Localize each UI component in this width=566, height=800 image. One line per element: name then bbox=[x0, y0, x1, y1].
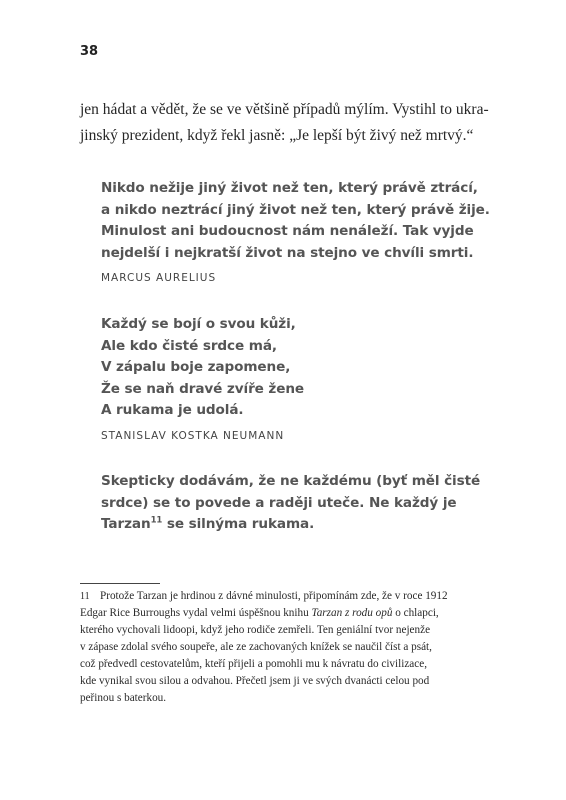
quote-line: Ale kdo čisté srdce má, bbox=[101, 337, 277, 354]
footnote bbox=[80, 588, 480, 707]
page-number: 38 bbox=[80, 44, 99, 59]
quote-marcus-aurelius bbox=[101, 178, 490, 264]
comment-line: srdce) se to povede a raději uteče. Ne každý je bbox=[101, 494, 457, 511]
footnote-line: kde vynikal svou silou a odvahou. Přečetl jsem ji ve svých dvanácti celou pod bbox=[80, 675, 430, 687]
quote-line: a nikdo neztrácí jiný život než ten, který právě žije. bbox=[101, 201, 490, 218]
comment-text: Tarzan bbox=[101, 516, 151, 532]
quote-neumann bbox=[101, 314, 481, 422]
comment-line bbox=[101, 514, 481, 536]
quote-author-marcus-aurelius: MARCUS AURELIUS bbox=[101, 272, 217, 284]
footnote-text: Protože Tarzan je hrdinou z dávné minulosti, připomínám zde, že v roce 1912 bbox=[100, 590, 448, 602]
footnote-reference: 11 bbox=[150, 515, 163, 526]
footnote-line: peřinou s baterkou. bbox=[80, 692, 167, 704]
footnote-line: což předvedl cestovatelům, kteří přijeli a pomohli mu k návratu do civilizace, bbox=[80, 658, 428, 670]
paragraph-line: jen hádat a vědět, že se ve většině případů mýlím. Vystihl to ukra- bbox=[80, 101, 489, 118]
footnote-divider bbox=[80, 583, 160, 584]
quote-line: Že se naň dravé zvíře žene bbox=[101, 380, 305, 397]
quote-line: nejdelší i nejkratší život na stejno ve chvíli smrti. bbox=[101, 244, 474, 261]
footnote-line bbox=[80, 588, 480, 605]
quote-line: Nikdo nežije jiný život než ten, který právě ztrácí, bbox=[101, 180, 478, 196]
book-title: Tarzan z rodu opů bbox=[311, 607, 393, 619]
footnote-number: 11 bbox=[80, 591, 90, 602]
comment-line: Skepticky dodávám, že ne každému (byť měl čisté bbox=[101, 473, 481, 489]
author-comment bbox=[101, 471, 481, 536]
quote-line: Minulost ani budoucnost nám nenáleží. Tak vyjde bbox=[101, 223, 474, 239]
paragraph-line: jinský prezident, když řekl jasně: „Je lepší být živý než mrtvý.“ bbox=[80, 127, 474, 144]
footnote-text: Edgar Rice Burroughs vydal velmi úspěšnou knihu bbox=[80, 607, 312, 619]
footnote-line: kterého vychovali lidoopi, když jeho rodiče zemřeli. Ten geniální tvor nejenže bbox=[80, 624, 431, 636]
comment-text: se silnýma rukama. bbox=[162, 516, 315, 532]
quote-line: V zápalu boje zapomene, bbox=[101, 359, 291, 375]
footnote-text: o chlapci, bbox=[392, 607, 439, 619]
quote-line: A rukama je udolá. bbox=[101, 402, 244, 418]
footnote-line bbox=[80, 605, 480, 622]
quote-line: Každý se bojí o svou kůži, bbox=[101, 316, 296, 332]
quote-author-neumann: STANISLAV KOSTKA NEUMANN bbox=[101, 430, 285, 442]
footnote-line: v zápase zdolal svého soupeře, ale ze zachovaných knížek se naučil číst a psát, bbox=[80, 641, 432, 653]
body-paragraph bbox=[80, 97, 489, 149]
